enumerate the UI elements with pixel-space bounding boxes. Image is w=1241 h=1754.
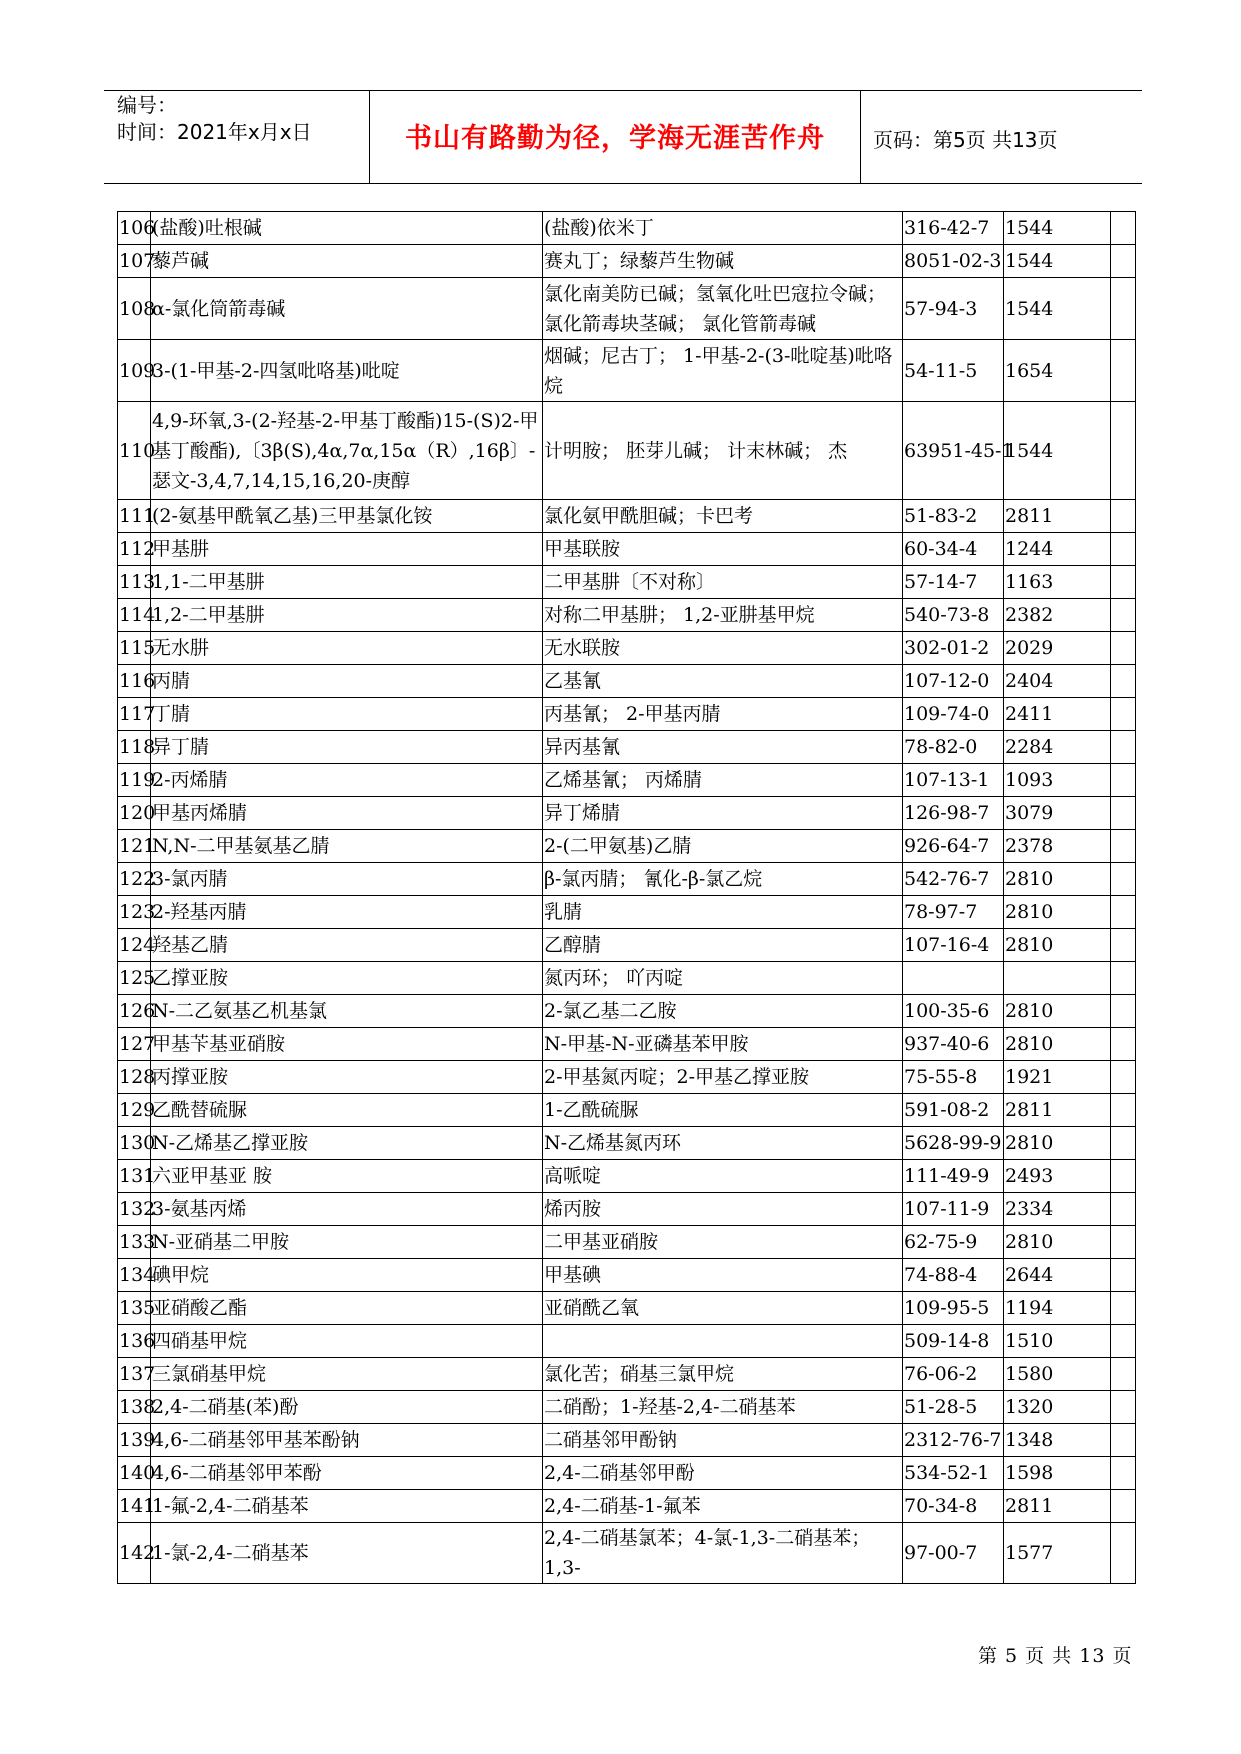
row-number-cell: 132	[118, 1193, 151, 1226]
row-number-cell: 112	[118, 533, 151, 566]
remark-cell	[1111, 1127, 1136, 1160]
un-number-cell: 2810	[1004, 863, 1111, 896]
chemical-name-cell: N-二乙氨基乙机基氯	[151, 995, 543, 1028]
cas-number-cell: 107-16-4	[903, 929, 1004, 962]
alias-cell: 丙基氰； 2-甲基丙腈	[543, 698, 903, 731]
table-row	[118, 830, 1136, 863]
row-number-cell: 138	[118, 1391, 151, 1424]
alias-cell: 乙基氰	[543, 665, 903, 698]
table-row	[118, 245, 1136, 278]
row-number-cell: 137	[118, 1358, 151, 1391]
un-number-cell: 2810	[1004, 1226, 1111, 1259]
remark-cell	[1111, 665, 1136, 698]
table-row	[118, 402, 1136, 500]
code-label: 编号：	[117, 93, 177, 117]
row-number-cell: 109	[118, 340, 151, 402]
table-row	[118, 929, 1136, 962]
un-number-cell: 1544	[1004, 402, 1111, 500]
alias-cell: N-甲基-N-亚磷基苯甲胺	[543, 1028, 903, 1061]
table-row	[118, 599, 1136, 632]
un-number-cell: 1544	[1004, 245, 1111, 278]
chemical-name-cell: 丙撑亚胺	[151, 1061, 543, 1094]
un-number-cell: 1544	[1004, 212, 1111, 245]
table-row	[118, 1160, 1136, 1193]
alias-cell: 甲基联胺	[543, 533, 903, 566]
remark-cell	[1111, 1226, 1136, 1259]
cas-number-cell: 51-83-2	[903, 500, 1004, 533]
remark-cell	[1111, 402, 1136, 500]
table-row	[118, 1358, 1136, 1391]
chemical-name-cell: 藜芦碱	[151, 245, 543, 278]
un-number-cell: 1244	[1004, 533, 1111, 566]
cas-number-cell: 107-13-1	[903, 764, 1004, 797]
page-footer: 第 5 页 共 13 页	[978, 1645, 1133, 1667]
table-row	[118, 665, 1136, 698]
alias-cell: 烯丙胺	[543, 1193, 903, 1226]
table-row	[118, 566, 1136, 599]
cas-number-cell: 540-73-8	[903, 599, 1004, 632]
remark-cell	[1111, 1457, 1136, 1490]
un-number-cell: 2382	[1004, 599, 1111, 632]
cas-number-cell: 926-64-7	[903, 830, 1004, 863]
alias-cell: 烟碱；尼古丁； 1-甲基-2-(3-吡啶基)吡咯烷	[543, 340, 903, 402]
cas-number-cell: 316-42-7	[903, 212, 1004, 245]
remark-cell	[1111, 1160, 1136, 1193]
header-divider-right	[860, 90, 861, 183]
alias-cell: 亚硝酰乙氧	[543, 1292, 903, 1325]
remark-cell	[1111, 533, 1136, 566]
cas-number-cell: 109-74-0	[903, 698, 1004, 731]
row-number-cell: 121	[118, 830, 151, 863]
remark-cell	[1111, 278, 1136, 340]
row-number-cell: 130	[118, 1127, 151, 1160]
un-number-cell: 2811	[1004, 500, 1111, 533]
alias-cell: 异丁烯腈	[543, 797, 903, 830]
un-number-cell: 1510	[1004, 1325, 1111, 1358]
un-number-cell: 3079	[1004, 797, 1111, 830]
alias-cell: 2,4-二硝基邻甲酚	[543, 1457, 903, 1490]
un-number-cell: 1194	[1004, 1292, 1111, 1325]
un-number-cell: 1921	[1004, 1061, 1111, 1094]
remark-cell	[1111, 1391, 1136, 1424]
row-number-cell: 118	[118, 731, 151, 764]
row-number-cell: 126	[118, 995, 151, 1028]
table-row	[118, 698, 1136, 731]
cas-number-cell: 51-28-5	[903, 1391, 1004, 1424]
chemical-name-cell: 三氯硝基甲烷	[151, 1358, 543, 1391]
remark-cell	[1111, 797, 1136, 830]
remark-cell	[1111, 1424, 1136, 1457]
un-number-cell: 1580	[1004, 1358, 1111, 1391]
row-number-cell: 128	[118, 1061, 151, 1094]
cas-number-cell: 97-00-7	[903, 1523, 1004, 1584]
remark-cell	[1111, 1028, 1136, 1061]
chemical-name-cell: 乙酰替硫脲	[151, 1094, 543, 1127]
row-number-cell: 120	[118, 797, 151, 830]
table-row	[118, 1292, 1136, 1325]
remark-cell	[1111, 995, 1136, 1028]
cas-number-cell: 78-97-7	[903, 896, 1004, 929]
alias-cell: 高哌啶	[543, 1160, 903, 1193]
row-number-cell: 106	[118, 212, 151, 245]
remark-cell	[1111, 830, 1136, 863]
row-number-cell: 122	[118, 863, 151, 896]
un-number-cell: 2810	[1004, 995, 1111, 1028]
table-row	[118, 533, 1136, 566]
alias-cell: 氯化苦；硝基三氯甲烷	[543, 1358, 903, 1391]
table-row	[118, 797, 1136, 830]
cas-number-cell: 75-55-8	[903, 1061, 1004, 1094]
remark-cell	[1111, 764, 1136, 797]
un-number-cell: 2810	[1004, 1028, 1111, 1061]
cas-number-cell: 60-34-4	[903, 533, 1004, 566]
alias-cell: 异丙基氰	[543, 731, 903, 764]
table-row	[118, 1391, 1136, 1424]
cas-number-cell: 591-08-2	[903, 1094, 1004, 1127]
un-number-cell: 1577	[1004, 1523, 1111, 1584]
alias-cell: 2-(二甲氨基)乙腈	[543, 830, 903, 863]
chemical-name-cell: 1-氟-2,4-二硝基苯	[151, 1490, 543, 1523]
remark-cell	[1111, 212, 1136, 245]
chemical-name-cell: 四硝基甲烷	[151, 1325, 543, 1358]
cas-number-cell: 509-14-8	[903, 1325, 1004, 1358]
table-row	[118, 632, 1136, 665]
table-row	[118, 1325, 1136, 1358]
chemical-name-cell: 4,6-二硝基邻甲基苯酚钠	[151, 1424, 543, 1457]
un-number-cell: 1093	[1004, 764, 1111, 797]
chemical-name-cell: N-亚硝基二甲胺	[151, 1226, 543, 1259]
chemical-name-cell: (2-氨基甲酰氧乙基)三甲基氯化铵	[151, 500, 543, 533]
table-row	[118, 278, 1136, 340]
row-number-cell: 136	[118, 1325, 151, 1358]
cas-number-cell	[903, 962, 1004, 995]
table-row	[118, 500, 1136, 533]
chemical-name-cell: 2-羟基丙腈	[151, 896, 543, 929]
alias-cell: β-氯丙腈； 氰化-β-氯乙烷	[543, 863, 903, 896]
row-number-cell: 134	[118, 1259, 151, 1292]
table-row	[118, 731, 1136, 764]
cas-number-cell: 100-35-6	[903, 995, 1004, 1028]
alias-cell: 乙醇腈	[543, 929, 903, 962]
row-number-cell: 119	[118, 764, 151, 797]
alias-cell	[543, 1325, 903, 1358]
row-number-cell: 110	[118, 402, 151, 500]
row-number-cell: 135	[118, 1292, 151, 1325]
header-bottom-rule	[104, 183, 1142, 184]
cas-number-cell: 57-14-7	[903, 566, 1004, 599]
cas-number-cell: 78-82-0	[903, 731, 1004, 764]
row-number-cell: 114	[118, 599, 151, 632]
chemical-name-cell: 羟基乙腈	[151, 929, 543, 962]
chemical-name-cell: N-乙烯基乙撑亚胺	[151, 1127, 543, 1160]
un-number-cell: 2334	[1004, 1193, 1111, 1226]
remark-cell	[1111, 1061, 1136, 1094]
cas-number-cell: 62-75-9	[903, 1226, 1004, 1259]
table-row	[118, 896, 1136, 929]
row-number-cell: 142	[118, 1523, 151, 1584]
remark-cell	[1111, 1292, 1136, 1325]
row-number-cell: 113	[118, 566, 151, 599]
alias-cell: 氯化南美防已碱；氢氧化吐巴寇拉令碱；氯化箭毒块茎碱； 氯化管箭毒碱	[543, 278, 903, 340]
un-number-cell: 2493	[1004, 1160, 1111, 1193]
alias-cell: 乳腈	[543, 896, 903, 929]
chemical-name-cell: 1,1-二甲基肼	[151, 566, 543, 599]
row-number-cell: 111	[118, 500, 151, 533]
row-number-cell: 115	[118, 632, 151, 665]
un-number-cell: 1598	[1004, 1457, 1111, 1490]
row-number-cell: 127	[118, 1028, 151, 1061]
table-row	[118, 863, 1136, 896]
remark-cell	[1111, 599, 1136, 632]
table-row	[118, 1028, 1136, 1061]
cas-number-cell: 2312-76-7	[903, 1424, 1004, 1457]
remark-cell	[1111, 1490, 1136, 1523]
chemical-name-cell: 3-(1-甲基-2-四氢吡咯基)吡啶	[151, 340, 543, 402]
row-number-cell: 129	[118, 1094, 151, 1127]
chemical-name-cell: 甲基丙烯腈	[151, 797, 543, 830]
table-row	[118, 1457, 1136, 1490]
remark-cell	[1111, 1193, 1136, 1226]
remark-cell	[1111, 632, 1136, 665]
remark-cell	[1111, 896, 1136, 929]
chemical-table	[117, 211, 1136, 1584]
table-row	[118, 1094, 1136, 1127]
row-number-cell: 131	[118, 1160, 151, 1193]
alias-cell: 对称二甲基肼； 1,2-亚肼基甲烷	[543, 599, 903, 632]
chemical-name-cell: 甲基肼	[151, 533, 543, 566]
alias-cell: 二硝基邻甲酚钠	[543, 1424, 903, 1457]
cas-number-cell: 107-11-9	[903, 1193, 1004, 1226]
alias-cell: 乙烯基氰； 丙烯腈	[543, 764, 903, 797]
alias-cell: 甲基碘	[543, 1259, 903, 1292]
row-number-cell: 123	[118, 896, 151, 929]
alias-cell: 2-甲基氮丙啶；2-甲基乙撑亚胺	[543, 1061, 903, 1094]
row-number-cell: 117	[118, 698, 151, 731]
table-row	[118, 962, 1136, 995]
remark-cell	[1111, 1094, 1136, 1127]
remark-cell	[1111, 1358, 1136, 1391]
row-number-cell: 107	[118, 245, 151, 278]
un-number-cell: 2029	[1004, 632, 1111, 665]
table-row	[118, 212, 1136, 245]
cas-number-cell: 76-06-2	[903, 1358, 1004, 1391]
table-row	[118, 1127, 1136, 1160]
chemical-name-cell: N,N-二甲基氨基乙腈	[151, 830, 543, 863]
un-number-cell: 2810	[1004, 929, 1111, 962]
table-row	[118, 995, 1136, 1028]
table-row	[118, 1424, 1136, 1457]
alias-cell: 2-氯乙基二乙胺	[543, 995, 903, 1028]
alias-cell: (盐酸)依米丁	[543, 212, 903, 245]
remark-cell	[1111, 566, 1136, 599]
row-number-cell: 140	[118, 1457, 151, 1490]
chemical-name-cell: 1,2-二甲基肼	[151, 599, 543, 632]
alias-cell: 1-乙酰硫脲	[543, 1094, 903, 1127]
chemical-name-cell: 3-氯丙腈	[151, 863, 543, 896]
un-number-cell: 2811	[1004, 1094, 1111, 1127]
chemical-name-cell: 4,6-二硝基邻甲苯酚	[151, 1457, 543, 1490]
alias-cell: 计明胺； 胚芽儿碱； 计末林碱； 杰	[543, 402, 903, 500]
un-number-cell: 1654	[1004, 340, 1111, 402]
cas-number-cell: 107-12-0	[903, 665, 1004, 698]
chemical-name-cell: 4,9-环氧,3-(2-羟基-2-甲基丁酸酯)15-(S)2-甲基丁酸酯),〔3β(S),4α,7α,15α（R）,16β〕-瑟文-3,4,7,14,15,16,20-庚醇	[151, 402, 543, 500]
un-number-cell: 1544	[1004, 278, 1111, 340]
header-top-rule	[104, 90, 1142, 91]
un-number-cell: 1348	[1004, 1424, 1111, 1457]
un-number-cell: 1320	[1004, 1391, 1111, 1424]
remark-cell	[1111, 1259, 1136, 1292]
row-number-cell: 116	[118, 665, 151, 698]
un-number-cell: 2404	[1004, 665, 1111, 698]
un-number-cell: 1163	[1004, 566, 1111, 599]
chemical-name-cell: (盐酸)吐根碱	[151, 212, 543, 245]
row-number-cell: 108	[118, 278, 151, 340]
cas-number-cell: 5628-99-9	[903, 1127, 1004, 1160]
un-number-cell: 2810	[1004, 1127, 1111, 1160]
chemical-name-cell: 2,4-二硝基(苯)酚	[151, 1391, 543, 1424]
chemical-name-cell: 丁腈	[151, 698, 543, 731]
un-number-cell: 2411	[1004, 698, 1111, 731]
table-row	[118, 1193, 1136, 1226]
cas-number-cell: 111-49-9	[903, 1160, 1004, 1193]
cas-number-cell: 54-11-5	[903, 340, 1004, 402]
table-row	[118, 1226, 1136, 1259]
header-motto: 书山有路勤为径，学海无涯苦作舟	[405, 123, 825, 154]
table-row	[118, 340, 1136, 402]
table-row	[118, 1523, 1136, 1584]
header-page-info: 页码：第5页 共13页	[873, 128, 1058, 152]
cas-number-cell: 8051-02-3	[903, 245, 1004, 278]
cas-number-cell: 74-88-4	[903, 1259, 1004, 1292]
alias-cell: 赛丸丁；绿藜芦生物碱	[543, 245, 903, 278]
alias-cell: 2,4-二硝基氯苯；4-氯-1,3-二硝基苯；1,3-	[543, 1523, 903, 1584]
cas-number-cell: 63951-45-1	[903, 402, 1004, 500]
chemical-name-cell: 丙腈	[151, 665, 543, 698]
cas-number-cell: 302-01-2	[903, 632, 1004, 665]
remark-cell	[1111, 340, 1136, 402]
chemical-name-cell: 2-丙烯腈	[151, 764, 543, 797]
alias-cell: 无水联胺	[543, 632, 903, 665]
table-row	[118, 1490, 1136, 1523]
chemical-name-cell: 甲基苄基亚硝胺	[151, 1028, 543, 1061]
cas-number-cell: 534-52-1	[903, 1457, 1004, 1490]
un-number-cell	[1004, 962, 1111, 995]
chemical-name-cell: 无水肼	[151, 632, 543, 665]
chemical-name-cell: 亚硝酸乙酯	[151, 1292, 543, 1325]
un-number-cell: 2284	[1004, 731, 1111, 764]
alias-cell: N-乙烯基氮丙环	[543, 1127, 903, 1160]
table-row	[118, 764, 1136, 797]
header-meta	[117, 92, 312, 146]
cas-number-cell: 109-95-5	[903, 1292, 1004, 1325]
alias-cell: 氮丙环； 吖丙啶	[543, 962, 903, 995]
cas-number-cell: 57-94-3	[903, 278, 1004, 340]
chemical-name-cell: 六亚甲基亚 胺	[151, 1160, 543, 1193]
remark-cell	[1111, 731, 1136, 764]
row-number-cell: 125	[118, 962, 151, 995]
remark-cell	[1111, 863, 1136, 896]
alias-cell: 氯化氨甲酰胆碱；卡巴考	[543, 500, 903, 533]
cas-number-cell: 937-40-6	[903, 1028, 1004, 1061]
time-label: 时间：2021年x月x日	[117, 120, 312, 144]
alias-cell: 二硝酚；1-羟基-2,4-二硝基苯	[543, 1391, 903, 1424]
cas-number-cell: 126-98-7	[903, 797, 1004, 830]
remark-cell	[1111, 1325, 1136, 1358]
un-number-cell: 2811	[1004, 1490, 1111, 1523]
chemical-name-cell: 碘甲烷	[151, 1259, 543, 1292]
remark-cell	[1111, 962, 1136, 995]
chemical-name-cell: α-氯化筒箭毒碱	[151, 278, 543, 340]
row-number-cell: 124	[118, 929, 151, 962]
alias-cell: 二甲基亚硝胺	[543, 1226, 903, 1259]
chemical-name-cell: 乙撑亚胺	[151, 962, 543, 995]
alias-cell: 2,4-二硝基-1-氟苯	[543, 1490, 903, 1523]
cas-number-cell: 70-34-8	[903, 1490, 1004, 1523]
row-number-cell: 139	[118, 1424, 151, 1457]
un-number-cell: 2644	[1004, 1259, 1111, 1292]
table-row	[118, 1259, 1136, 1292]
remark-cell	[1111, 500, 1136, 533]
remark-cell	[1111, 698, 1136, 731]
cas-number-cell: 542-76-7	[903, 863, 1004, 896]
chemical-table-body	[118, 212, 1136, 1584]
chemical-name-cell: 异丁腈	[151, 731, 543, 764]
un-number-cell: 2810	[1004, 896, 1111, 929]
table-row	[118, 1061, 1136, 1094]
remark-cell	[1111, 929, 1136, 962]
chemical-name-cell: 1-氯-2,4-二硝基苯	[151, 1523, 543, 1584]
un-number-cell: 2378	[1004, 830, 1111, 863]
chemical-name-cell: 3-氨基丙烯	[151, 1193, 543, 1226]
row-number-cell: 141	[118, 1490, 151, 1523]
remark-cell	[1111, 245, 1136, 278]
remark-cell	[1111, 1523, 1136, 1584]
row-number-cell: 133	[118, 1226, 151, 1259]
alias-cell: 二甲基肼〔不对称〕	[543, 566, 903, 599]
